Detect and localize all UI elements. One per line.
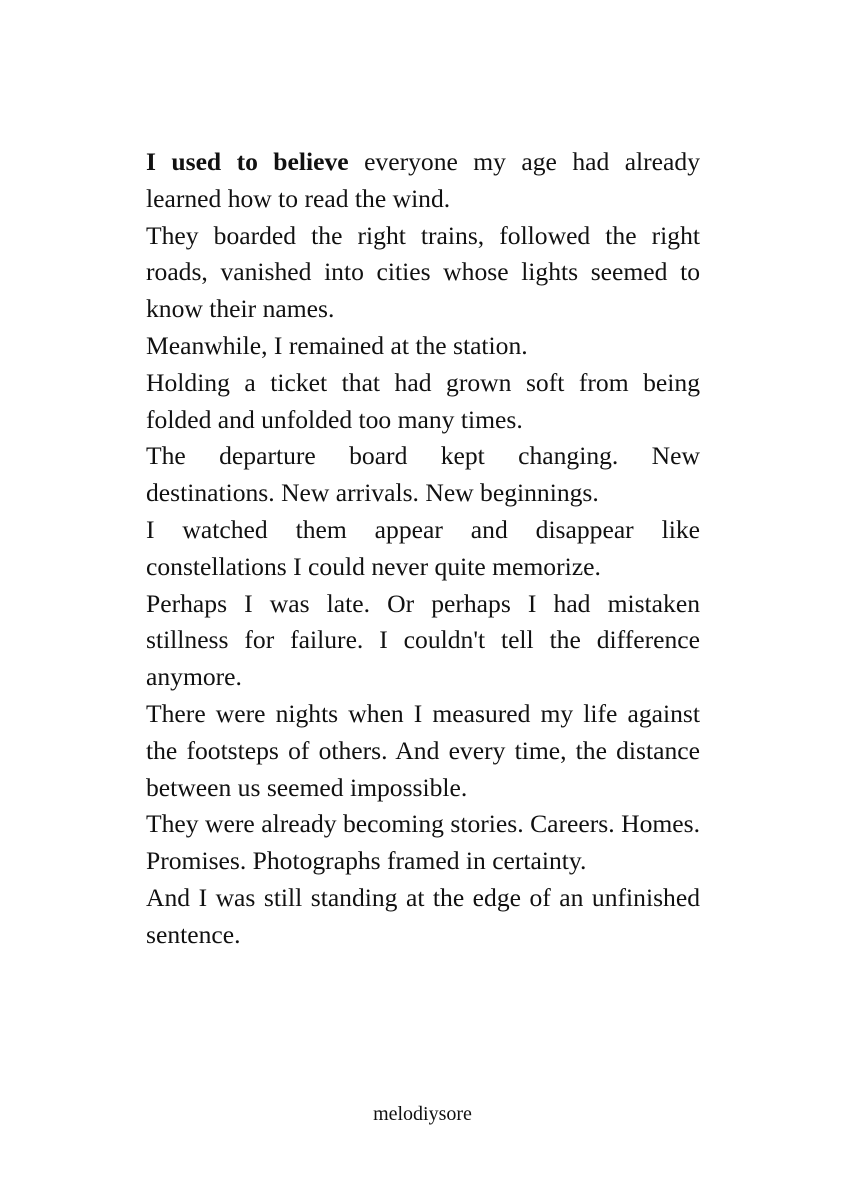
poem-paragraph: Meanwhile, I remained at the station. <box>146 330 528 360</box>
poem-paragraph: They were already becoming stories. Careers. Homes. Promises. Photographs framed in certainty. <box>146 809 700 876</box>
poem-paragraph: I watched them appear and disappear like constellations I could never quite memorize. <box>146 514 700 581</box>
poem-paragraph: And I was still standing at the edge of an unfinished sentence. <box>146 882 700 949</box>
poem-paragraph: Perhaps I was late. Or perhaps I had mistaken stillness for failure. I couldn't tell the difference anymore. <box>146 588 700 692</box>
poem-paragraph: Holding a ticket that had grown soft from being folded and unfolded too many times. <box>146 367 700 434</box>
poem-body <box>146 144 700 954</box>
poem-paragraph: There were nights when I measured my life against the footsteps of others. And every time, the distance between us seemed impossible. <box>146 698 700 802</box>
poem-paragraph: They boarded the right trains, followed the right roads, vanished into cities whose lights seemed to know their names. <box>146 220 700 324</box>
author-signature: melodiysore <box>373 1103 472 1125</box>
poem-paragraph-text: everyone my age had already learned how to read the wind. <box>146 147 700 213</box>
poem-lead: I used to believe <box>146 147 349 176</box>
poem-paragraph: The departure board kept changing. New destinations. New arrivals. New beginnings. <box>146 441 700 508</box>
poem-paragraph <box>146 144 700 218</box>
